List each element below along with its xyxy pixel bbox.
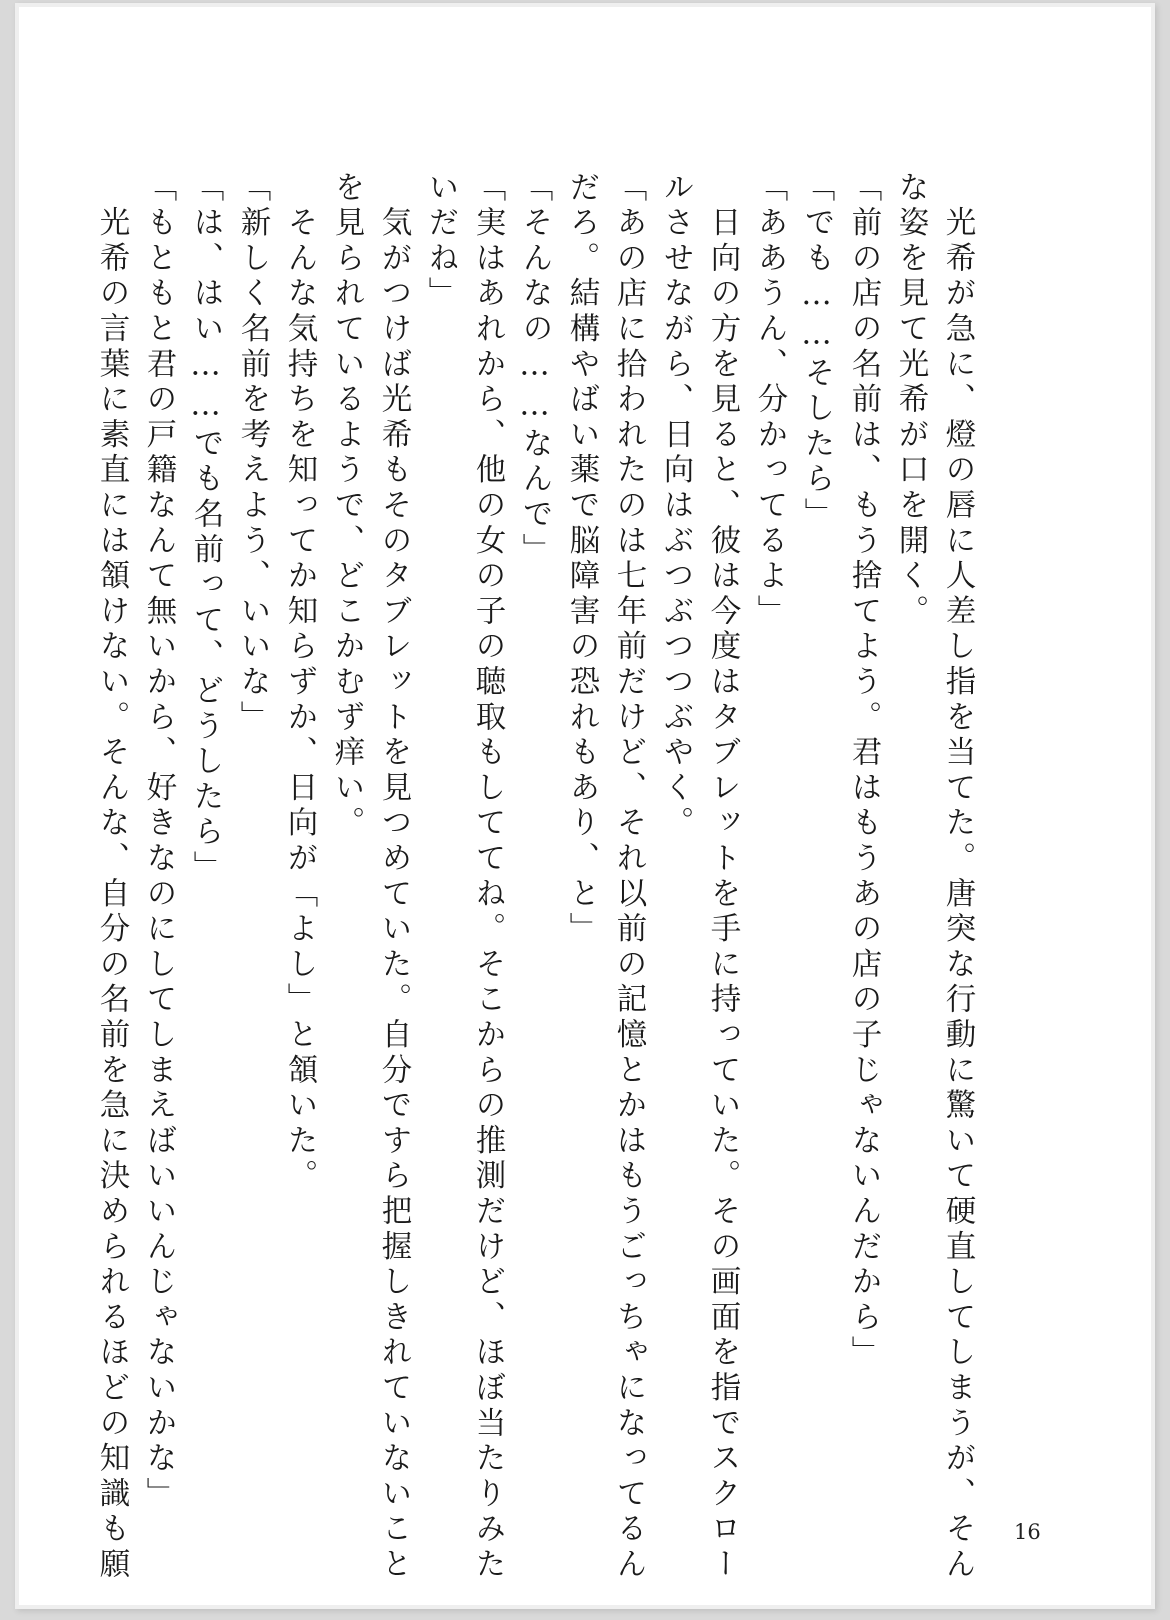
text-line: 「新しく名前を考えよう、いいな」	[235, 171, 270, 736]
page-number: 16	[1014, 1520, 1041, 1544]
text-line: を見られているようで、どこかむず痒い。	[329, 171, 364, 842]
text-line: 気がつけば光希もそのタブレットを見つめていた。自分ですら把握しきれていないこと	[376, 171, 411, 1583]
text-line: 「もともと君の戸籍なんて無いから、好きなのにしてしまえばいいんじゃないかな」	[141, 171, 176, 1513]
text-line: 「は、はい……でも名前って、どうしたら」	[188, 171, 223, 886]
text-line: そんな気持ちを知ってか知らずか、日向が「よし」と頷いた。	[282, 171, 317, 1195]
text-line: 「ああうん、分かってるよ」	[752, 171, 787, 630]
text-line: な姿を見て光希が口を開く。	[893, 171, 928, 630]
text-line: いだね」	[423, 171, 458, 313]
book-page	[15, 3, 1155, 1609]
text-line: 「前の店の名前は、もう捨てよう。君はもうあの店の子じゃないんだから」	[846, 171, 881, 1372]
vertical-text-body	[88, 171, 981, 1583]
text-line: ルさせながら、日向はぶつぶつつぶやく。	[658, 171, 693, 842]
text-line: 日向の方を見ると、彼は今度はタブレットを手に持っていた。その画面を指でスクロー	[705, 171, 740, 1583]
text-line: 光希の言葉に素直には頷けない。そんな、自分の名前を急に決められるほどの知識も願	[94, 171, 129, 1583]
text-line: 「でも……そしたら」	[799, 171, 834, 533]
text-line: 「実はあれから、他の女の子の聴取もしててね。そこからの推測だけど、ほぼ当たりみた	[470, 171, 505, 1583]
text-line: 光希が急に、燈の唇に人差し指を当てた。唐突な行動に驚いて硬直してしまうが、そん	[940, 171, 975, 1583]
text-line: 「あの店に拾われたのは七年前だけど、それ以前の記憶とかはもうごっちゃになってるん	[611, 171, 646, 1583]
text-line: だろ。結構やばい薬で脳障害の恐れもあり、と」	[564, 171, 599, 948]
text-line: 「そんなの……なんで」	[517, 171, 552, 569]
